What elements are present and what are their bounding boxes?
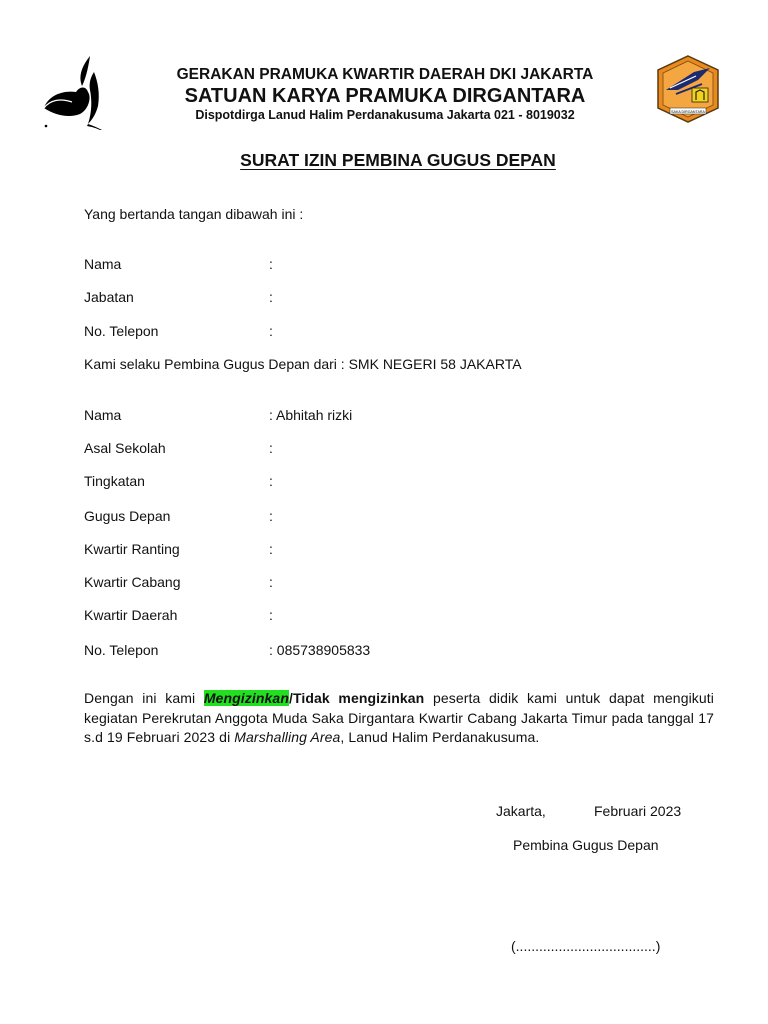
- permission-middle: peserta didik kami untuk dapat mengikuti kegiatan Perekrutan Anggota Muda Saka Dirgantara Kwartir Cabang Jakarta Timur pada tanggal 17 s.d 19 Februari 2023 di: [84, 690, 714, 745]
- student-phone-label: No. Telepon: [84, 642, 159, 658]
- student-phone-value: : 085738905833: [269, 642, 371, 658]
- intro-text: Yang bertanda tangan dibawah ini :: [84, 206, 304, 222]
- student-name-value: : Abhitah rizki: [269, 407, 353, 423]
- school-statement: Kami selaku Pembina Gugus Depan dari : SMK NEGERI 58 JAKARTA: [84, 356, 522, 372]
- saka-dirgantara-emblem-icon: [656, 54, 720, 124]
- header-org: GERAKAN PRAMUKA KWARTIR DAERAH DKI JAKARTA: [176, 66, 594, 83]
- tunas-kelapa-emblem-icon: [42, 52, 114, 130]
- student-troop-value: :: [269, 508, 273, 524]
- signer-name-label: Nama: [84, 256, 122, 272]
- signer-position-label: Jabatan: [84, 289, 134, 305]
- student-name-label: Nama: [84, 407, 122, 423]
- header-address: Dispotdirga Lanud Halim Perdanakusuma Jakarta 021 - 8019032: [195, 108, 575, 122]
- student-ranting-value: :: [269, 541, 273, 557]
- signature-date: Februari 2023: [594, 803, 682, 819]
- header-unit: SATUAN KARYA PRAMUKA DIRGANTARA: [184, 85, 586, 107]
- permission-paragraph: [84, 689, 714, 748]
- student-school-label: Asal Sekolah: [84, 440, 166, 456]
- signer-phone-value: :: [269, 323, 273, 339]
- student-cabang-value: :: [269, 574, 273, 590]
- permission-separator: /: [288, 690, 293, 706]
- permission-suffix: , Lanud Halim Perdanakusuma.: [340, 729, 540, 745]
- signature-name-placeholder: (....................................): [511, 938, 661, 954]
- denied-option: Tidak mengizinkan: [292, 690, 425, 706]
- student-school-value: :: [269, 440, 273, 456]
- right-logo-caption: SAKA DIRGANTARA: [671, 109, 705, 114]
- signer-name-value: :: [269, 256, 273, 272]
- document-title: SURAT IZIN PEMBINA GUGUS DEPAN: [240, 150, 556, 170]
- permission-prefix: Dengan ini kami: [84, 690, 204, 706]
- activity-place: Marshalling Area: [234, 729, 341, 745]
- student-level-value: :: [269, 473, 273, 489]
- signer-position-value: :: [269, 289, 273, 305]
- signature-city: Jakarta,: [496, 803, 546, 819]
- allowed-highlight: Mengizinkan: [203, 690, 289, 706]
- student-level-label: Tingkatan: [84, 473, 145, 489]
- student-cabang-label: Kwartir Cabang: [84, 574, 181, 590]
- student-ranting-label: Kwartir Ranting: [84, 541, 180, 557]
- student-daerah-label: Kwartir Daerah: [84, 607, 178, 623]
- student-troop-label: Gugus Depan: [84, 508, 171, 524]
- signer-phone-label: No. Telepon: [84, 323, 159, 339]
- signature-role: Pembina Gugus Depan: [513, 837, 659, 853]
- student-daerah-value: :: [269, 607, 273, 623]
